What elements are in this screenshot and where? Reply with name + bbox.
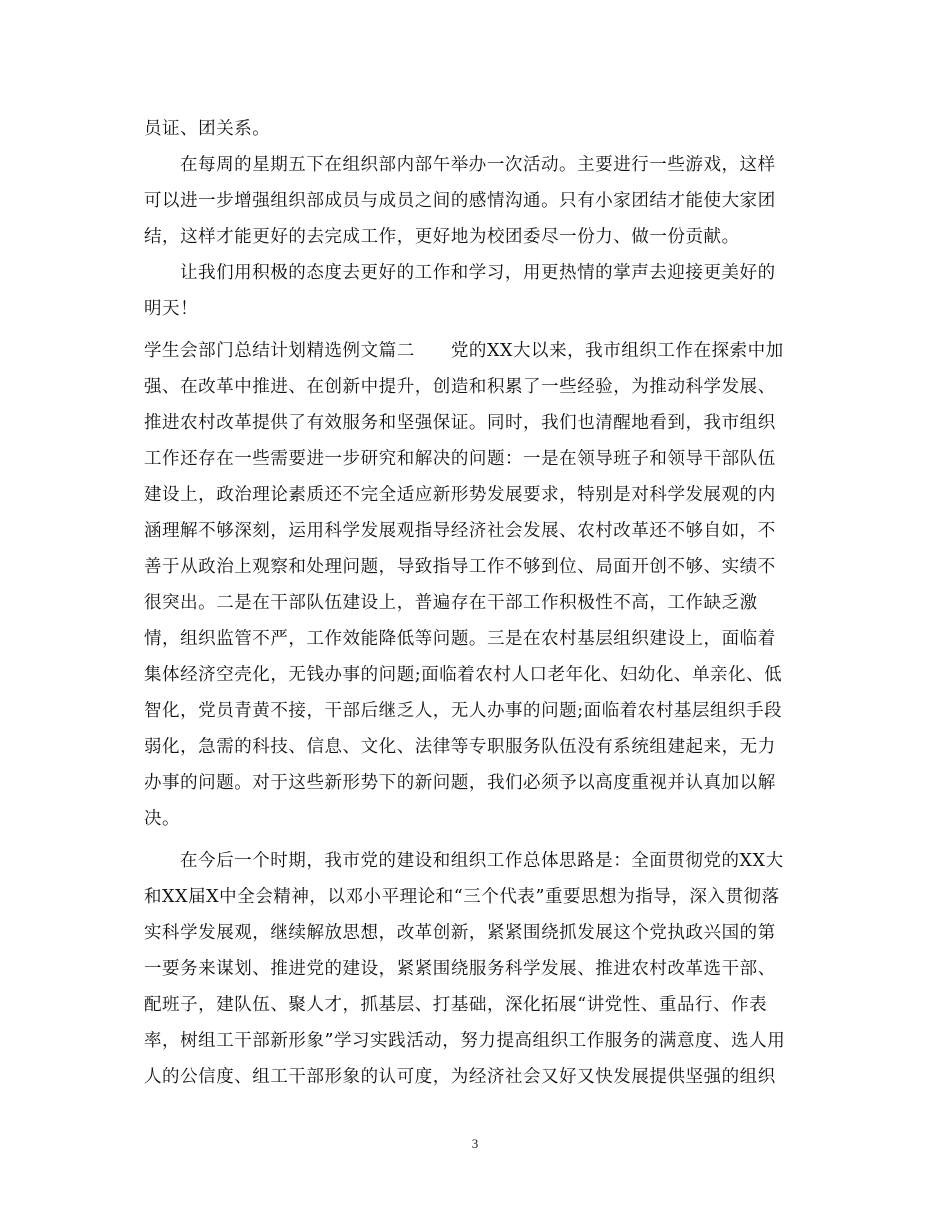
text-line: 可以进一步增强组织部成员与成员之间的感情沟通。只有小家团结才能使大家团	[144, 191, 776, 211]
text-line: 集体经济空壳化，无钱办事的问题;面临着农村人口老年化、妇幼化、单亲化、低	[144, 665, 783, 685]
text-line: 工作还存在一些需要进一步研究和解决的问题：一是在领导班子和领导干部队伍	[144, 449, 776, 469]
text-line: 和XX届X中全会精神，以邓小平理论和“三个代表”重要思想为指导，深入贯彻落	[144, 887, 780, 907]
paragraph-start-line: 让我们用积极的态度去更好的工作和学习，用更热情的掌声去迎接更美好的	[180, 263, 776, 283]
text-line: 涵理解不够深刻，运用科学发展观指导经济社会发展、农村改革还不够自如，不	[144, 521, 776, 541]
text-line: 很突出。二是在干部队伍建设上，普遍存在干部工作积极性不高，工作缺乏激	[144, 593, 758, 613]
text-line: 建设上，政治理论素质还不完全适应新形势发展要求，特别是对科学发展观的内	[144, 485, 776, 505]
text-line: 办事的问题。对于这些新形势下的新问题，我们必须予以高度重视并认真加以解	[144, 773, 776, 793]
text-line: 配班子，建队伍、聚人才，抓基层、打基础，深化拓展“讲党性、重品行、作表	[144, 995, 768, 1015]
text-line: 智化，党员青黄不接，干部后继乏人，无人办事的问题;面临着农村基层组织手段	[144, 701, 783, 721]
page-number: 3	[471, 1136, 479, 1151]
text-line: 决。	[144, 809, 181, 829]
text-line: 人的公信度、组工干部形象的认可度，为经济社会又好又快发展提供坚强的组织	[144, 1067, 776, 1087]
text-line: 推进农村改革提供了有效服务和坚强保证。同时，我们也清醒地看到，我市组织	[144, 413, 776, 433]
paragraph-start-line: 在今后一个时期，我市党的建设和组织工作总体思路是：全面贯彻党的XX大	[180, 851, 784, 871]
text-line: 实科学发展观，继续解放思想，改革创新，紧紧围绕抓发展这个党执政兴国的第	[144, 923, 776, 943]
paragraph-start-line: 在每周的星期五下在组织部内部午举办一次活动。主要进行一些游戏，这样	[180, 155, 776, 175]
section-heading-line: 学生会部门总结计划精选例文篇二 党的XX大以来，我市组织工作在探索中加	[144, 341, 784, 361]
text-line: 强、在改革中推进、在创新中提升，创造和积累了一些经验，为推动科学发展、	[144, 377, 776, 397]
text-line: 明天！	[144, 299, 199, 319]
text-line: 率，树组工干部新形象”学习实践活动，努力提高组织工作服务的满意度、选人用	[144, 1031, 786, 1051]
text-line: 员证、团关系。	[144, 119, 271, 139]
text-line: 善于从政治上观察和处理问题，导致指导工作不够到位、局面开创不够、实绩不	[144, 557, 776, 577]
text-line: 情，组织监管不严，工作效能降低等问题。三是在农村基层组织建设上，面临着	[144, 629, 776, 649]
text-line: 结，这样才能更好的去完成工作，更好地为校团委尽一份力、做一份贡献。	[144, 227, 740, 247]
text-line: 弱化，急需的科技、信息、文化、法律等专职服务队伍没有系统组建起来，无力	[144, 737, 776, 757]
text-line: 一要务来谋划、推进党的建设，紧紧围绕服务科学发展、推进农村改革选干部、	[144, 959, 776, 979]
